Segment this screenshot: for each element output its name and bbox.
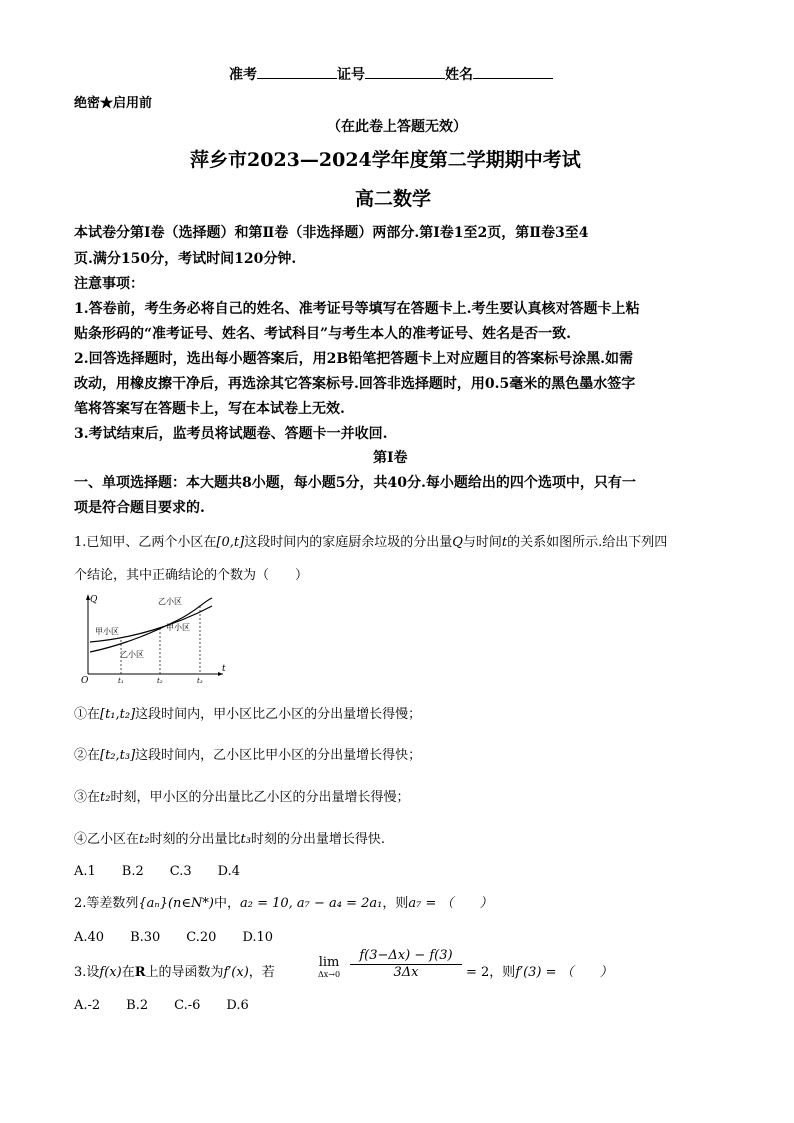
q1-interval: [0,t] — [216, 535, 245, 550]
q2-options[interactable]: A.40 B.30 C.20 D.10 — [74, 930, 274, 945]
q1-stem-a — [74, 531, 667, 550]
notes-heading: 注意事项： — [74, 276, 144, 292]
c4-mid: 时刻的分出量比 — [149, 832, 241, 847]
q3-fx: f(x) — [99, 965, 122, 980]
page-title: 萍乡市2023—2024学年度第二学期期中考试 — [190, 149, 581, 171]
q1-stem-b: 个结论，其中正确结论的个数为（ ） — [74, 568, 309, 583]
q3-eq: = 2 — [466, 965, 490, 980]
c4-text: 时刻的分出量增长得快. — [250, 832, 386, 847]
q2-condition: a₂ = 10, a₇ − a₄ = 2a₁ — [240, 896, 383, 911]
cert-label: 证号 — [337, 67, 365, 83]
q1-stem-part: 与时间 — [462, 535, 502, 550]
note-2c: 笔将答案写在答题卡上，写在本试卷上无效. — [74, 401, 345, 417]
label-yi-top: 乙小区 — [158, 597, 182, 606]
q3-mid3: ，若 — [248, 965, 275, 980]
q3-mid2: 上的导函数为 — [145, 965, 224, 980]
q3-prefix: 3.设 — [74, 965, 100, 980]
q1-stem-part: 1.已知甲、乙两个小区在 — [74, 535, 217, 550]
q3-mid1: 在 — [121, 965, 135, 980]
exam-no-label: 准考 — [229, 67, 257, 83]
q2-prefix: 2.等差数列 — [74, 896, 139, 911]
cert-blank[interactable] — [365, 64, 445, 79]
q3-limit — [318, 955, 340, 979]
q3-fraction — [350, 948, 462, 980]
name-label: 姓名 — [445, 67, 473, 83]
note-1b: 贴条形码的“准考证号、姓名、考试科目”与考生本人的准考证号、姓名是否一致. — [74, 326, 571, 342]
q3-lim-sub: Δx→0 — [318, 970, 341, 979]
label-jia-left: 甲小区 — [95, 627, 119, 636]
q3-tail — [466, 961, 613, 980]
exam-no-blank[interactable] — [257, 64, 337, 79]
secret-label: 绝密★启用前 — [74, 96, 153, 111]
q2-mid: 中， — [213, 896, 240, 911]
c2-prefix: ②在 — [74, 748, 101, 763]
note-2b: 改动，用橡皮擦干净后，再选涂其它答案标号.回答非选择题时，用0.5毫米的黑色墨水签字 — [74, 376, 636, 392]
q3-real-set: R — [134, 965, 146, 980]
q1-conclusion-2 — [74, 744, 421, 763]
section-heading-b: 项是符合题目要求的. — [74, 500, 205, 516]
c3-prefix: ③在 — [74, 790, 101, 805]
invalid-note: （在此卷上答题无效） — [327, 119, 467, 135]
c3-text: 时刻，甲小区的分出量比乙小区的分出量增长得慢； — [110, 790, 410, 805]
q3-numerator: f(3−Δx) − f(3) — [350, 948, 462, 965]
intro-line-1: 本试卷分第Ⅰ卷（选择题）和第Ⅱ卷（非选择题）两部分.第Ⅰ卷1至2页，第Ⅱ卷3至4 — [74, 225, 589, 241]
q3-stem — [74, 961, 275, 980]
q3-fpx: f′(x) — [223, 965, 249, 980]
y-axis-label: Q — [90, 595, 98, 605]
q3-ask: f′(3) = （ ） — [515, 965, 613, 980]
note-2a: 2.回答选择题时，选出每小题答案后，用2B铅笔把答题卡上对应题目的答案标号涂黑.如需 — [74, 351, 634, 367]
x-axis-label: t — [222, 664, 226, 674]
label-yi-bottom: 乙小区 — [120, 650, 144, 659]
c2-interval: [t₂,t₃] — [100, 748, 136, 763]
q1-stem-part: 的关系如图所示.给出下列四 — [507, 535, 668, 550]
q1-q-var: Q — [452, 535, 463, 550]
curve-yi — [90, 598, 212, 652]
c1-interval: [t₁,t₂] — [100, 707, 136, 722]
q3-options[interactable]: A.-2 B.2 C.-6 D.6 — [74, 998, 249, 1013]
c4-time-3: t₃ — [240, 832, 251, 847]
c2-text: 这段时间内，乙小区比甲小区的分出量增长得快； — [135, 748, 422, 763]
c1-text: 这段时间内，甲小区比乙小区的分出量增长得慢； — [135, 707, 422, 722]
curve-jia — [90, 606, 212, 642]
note-3: 3.考试结束后，监考员将试题卷、答题卡一并收回. — [74, 426, 388, 442]
q1-conclusion-3 — [74, 786, 409, 805]
q1-graph — [78, 590, 228, 685]
section-heading-a: 一、单项选择题：本大题共8小题，每小题5分，共40分.每小题给出的四个选项中，只有一 — [74, 475, 636, 491]
q2-sequence: {aₙ}(n∈N*) — [138, 896, 214, 911]
c4-time-2: t₂ — [139, 832, 150, 847]
q1-conclusion-1 — [74, 703, 421, 722]
q1-options[interactable]: A.1 B.2 C.3 D.4 — [74, 864, 240, 879]
name-blank[interactable] — [473, 64, 553, 79]
q2-ask: a₇ = （ ） — [408, 896, 493, 911]
subject-title: 高二数学 — [355, 188, 432, 210]
q3-lim: lim — [318, 955, 340, 970]
q2-stem — [74, 892, 493, 911]
q3-denominator: 3Δx — [393, 965, 419, 980]
exam-info-line — [229, 64, 553, 84]
intro-line-2: 页.满分150分，考试时间120分钟. — [74, 251, 297, 267]
label-jia-mid: 甲小区 — [166, 623, 190, 632]
origin-label: O — [81, 676, 89, 685]
q1-conclusion-4 — [74, 828, 385, 847]
note-1a: 1.答卷前，考生务必将自己的姓名、准考证号等填写在答题卡上.考生要认真核对答题卡上粘 — [74, 301, 640, 317]
q2-then: ，则 — [382, 896, 409, 911]
volume-label: 第Ⅰ卷 — [373, 450, 408, 466]
c1-prefix: ①在 — [74, 707, 101, 722]
q1-t-var: t — [501, 535, 508, 550]
c3-time: t₂ — [100, 790, 111, 805]
t1-label: t₁ — [118, 677, 124, 685]
q1-stem-part: 这段时间内的家庭厨余垃圾的分出量 — [244, 535, 453, 550]
q3-then: ，则 — [489, 965, 516, 980]
t2-label: t₂ — [157, 677, 163, 685]
c4-prefix: ④乙小区在 — [74, 832, 140, 847]
t3-label: t₃ — [197, 677, 203, 685]
